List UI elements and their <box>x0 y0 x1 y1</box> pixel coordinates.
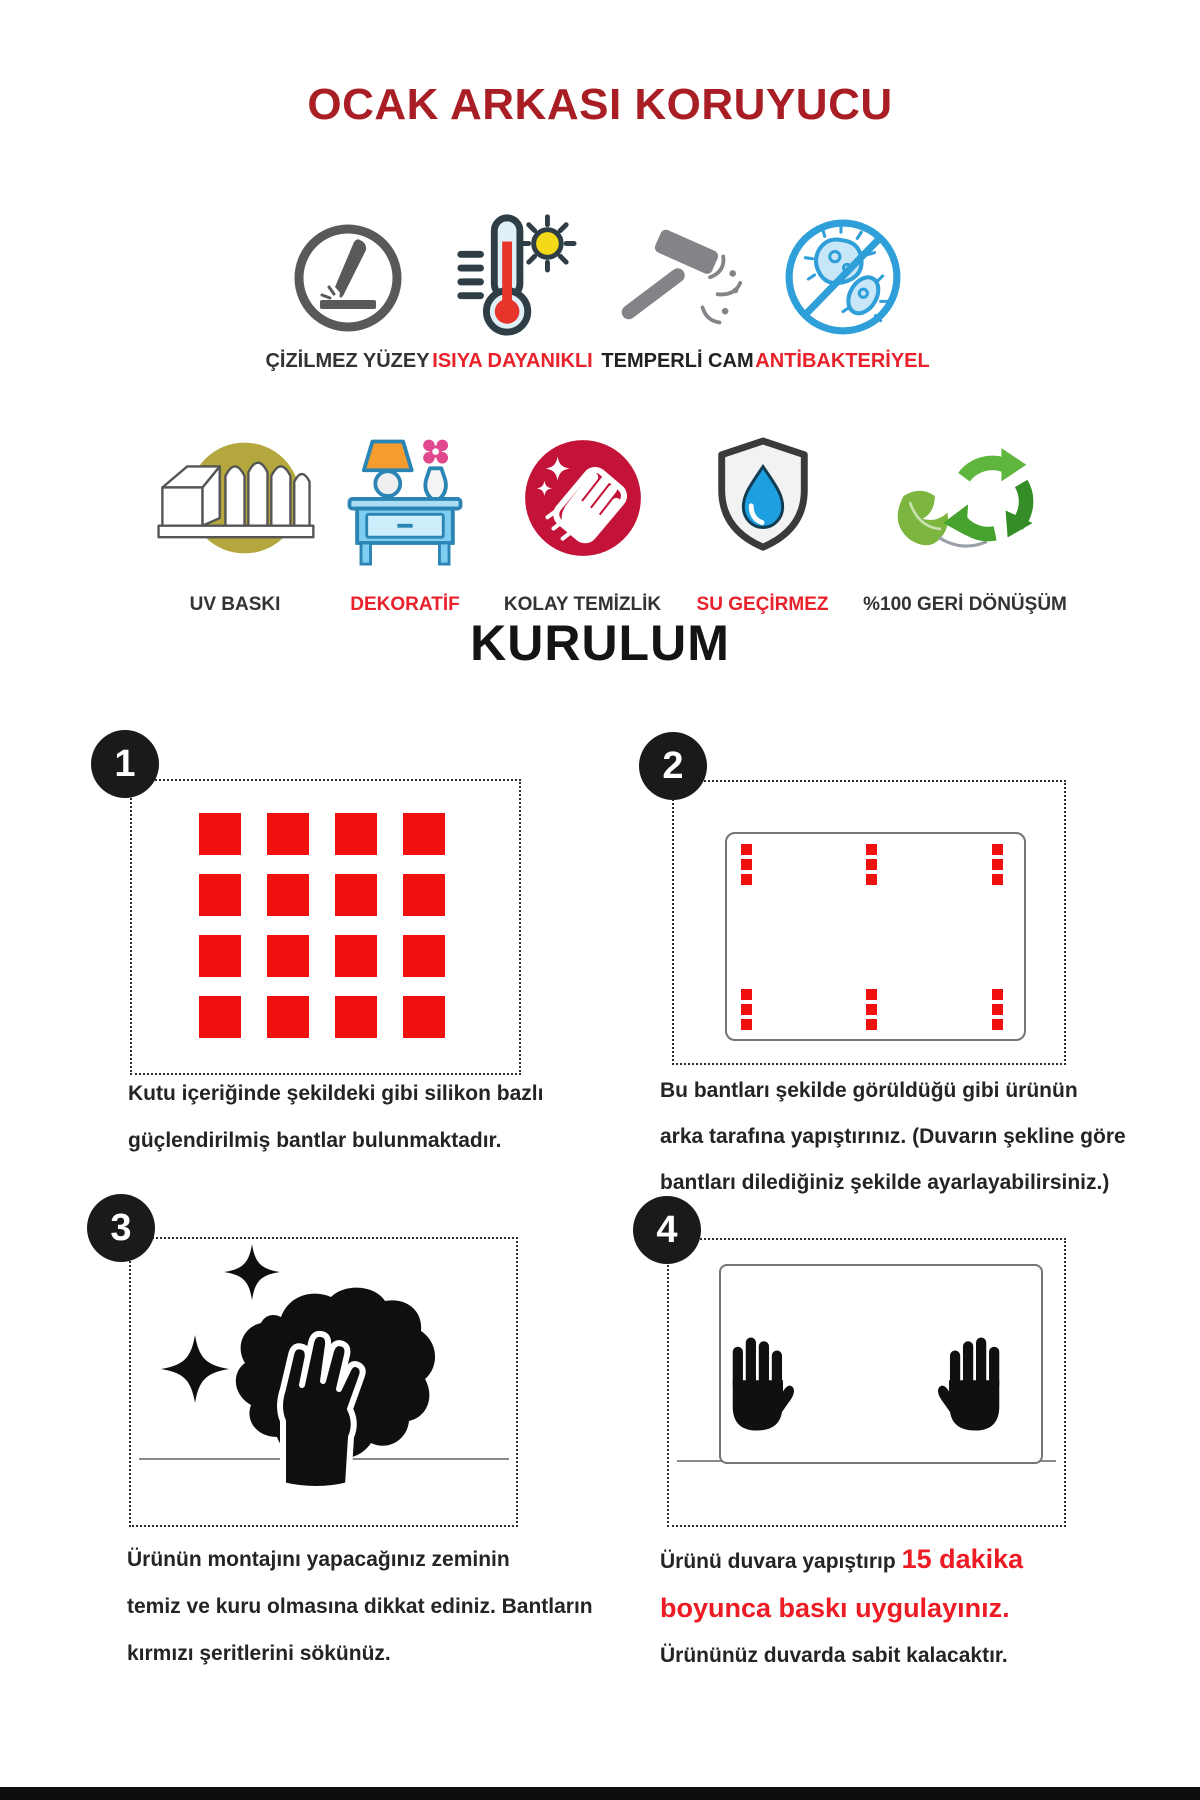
step-4-caption-red: 15 dakika <box>901 1544 1024 1574</box>
step-4-caption-red-line: boyunca baskı uygulayınız. <box>660 1593 1010 1623</box>
heat-resistant-icon <box>449 198 577 338</box>
feature-label: DEKORATİF <box>350 594 460 615</box>
step-3-caption: Ürünün montajını yapacağınız zeminin temiz ve kuru olmasına dikkat ediniz. Bantların kırmızı şeritlerini sökünüz. <box>127 1548 593 1665</box>
step-2-illustration <box>672 780 1066 1065</box>
step-4-caption-black-line: Ürününüz duvarda sabit kalacaktır. <box>660 1644 1008 1667</box>
feature-label: SU GEÇİRMEZ <box>696 594 829 615</box>
feature-scratch-proof <box>265 198 430 373</box>
step-2-number: 2 <box>639 732 707 800</box>
step-4-caption-black: Ürünü duvara yapıştırıp <box>660 1550 902 1573</box>
feature-label: TEMPERLİ CAM <box>601 350 754 372</box>
feature-label: ÇİZİLMEZ YÜZEY <box>265 350 430 372</box>
step-4-illustration <box>667 1238 1066 1527</box>
step-1-number: 1 <box>91 730 159 798</box>
decorative-icon <box>338 408 472 588</box>
easy-clean-icon <box>517 408 649 588</box>
mounted-product-panel <box>719 1264 1043 1464</box>
step-3-illustration <box>129 1237 518 1527</box>
antibacterial-icon <box>782 198 904 338</box>
step-1-caption: Kutu içeriğinde şekildeki gibi silikon bazlı güçlendirilmiş bantlar bulunmaktadır. <box>128 1082 544 1152</box>
page-title: OCAK ARKASI KORUYUCU <box>307 80 893 129</box>
recycle-icon <box>887 408 1043 588</box>
feature-recycle <box>850 408 1080 616</box>
cleaning-cloth-icon <box>131 1239 516 1525</box>
hand-press-icon <box>936 1334 1003 1434</box>
feature-easy-clean <box>490 408 675 616</box>
feature-label: KOLAY TEMİZLİK <box>503 594 662 615</box>
product-back-panel <box>725 832 1026 1041</box>
hand-press-icon <box>729 1334 796 1434</box>
feature-decorative <box>320 408 490 616</box>
step-3-number: 3 <box>87 1194 155 1262</box>
tempered-glass-icon <box>612 198 744 338</box>
section-title: KURULUM <box>470 615 730 671</box>
feature-label: UV BASKI <box>189 594 281 615</box>
feature-waterproof <box>675 408 850 616</box>
feature-label: ANTİBAKTERİYEL <box>755 350 930 372</box>
bottom-bar <box>0 1787 1200 1800</box>
feature-heat-resistant <box>430 198 595 373</box>
feature-row-2 <box>150 408 1080 616</box>
feature-antibacterial <box>755 198 930 373</box>
step-2-caption: Bu bantları şekilde görüldüğü gibi ürünün arka tarafına yapıştırınız. (Duvarın şekline göre bantları dilediğiniz şekilde ayarlayabilirsiniz.) <box>660 1079 1126 1194</box>
step-4-caption <box>660 1536 1180 1679</box>
feature-row-1 <box>265 198 930 373</box>
uv-print-icon <box>149 408 321 588</box>
feature-label: %100 GERİ DÖNÜŞÜM <box>863 594 1067 615</box>
feature-uv-print <box>150 408 320 616</box>
step-4-number: 4 <box>633 1196 701 1264</box>
scratch-proof-icon <box>288 198 408 338</box>
step-1-illustration <box>130 779 521 1075</box>
feature-tempered-glass <box>595 198 760 373</box>
waterproof-icon <box>704 408 822 588</box>
feature-label: ISIYA DAYANIKLI <box>432 350 593 372</box>
tape-squares-grid <box>199 813 445 1038</box>
